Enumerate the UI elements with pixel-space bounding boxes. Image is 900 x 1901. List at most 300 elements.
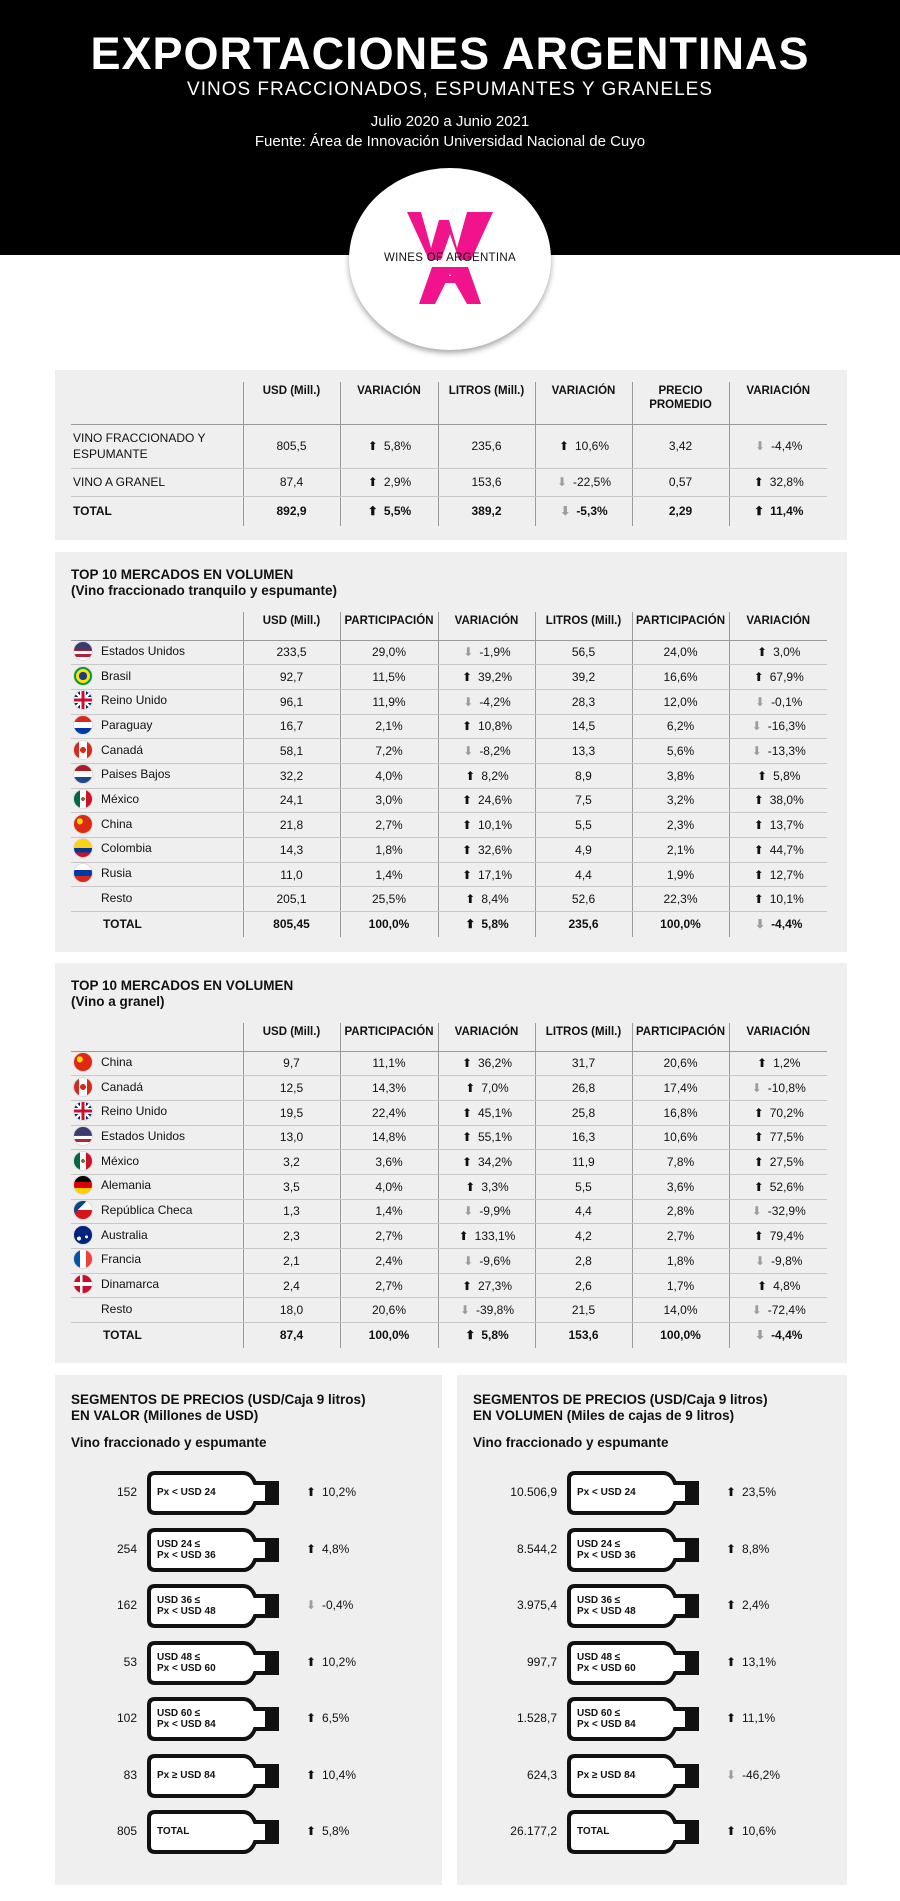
country-cell — [71, 763, 243, 788]
variation-value: 5,8% — [383, 439, 412, 453]
country-name: Dinamarca — [101, 1277, 160, 1292]
summary-total-row — [71, 496, 827, 526]
arrow-up-icon: ⬆ — [753, 1105, 764, 1120]
table-row — [71, 1051, 827, 1076]
participacion-cell: 14,3% — [340, 1076, 438, 1101]
country — [73, 764, 170, 784]
litros-cell: 5,5 — [535, 813, 632, 838]
variation-cell — [729, 1051, 827, 1076]
usd-cell: 3,5 — [243, 1174, 340, 1199]
br-flag-icon — [73, 666, 93, 686]
variation-cell — [438, 813, 535, 838]
arrow-up-icon: ⬆ — [753, 1130, 764, 1145]
litros-cell: 235,6 — [535, 912, 632, 937]
price-segment-row — [55, 1641, 442, 1685]
participacion-cell: 1,8% — [632, 1249, 729, 1274]
country-name: Reino Unido — [101, 1104, 168, 1119]
variation-value: -9,8% — [771, 1253, 803, 1268]
country — [73, 1299, 132, 1319]
variation-value: 52,6% — [769, 1179, 804, 1194]
price-segment-row — [55, 1754, 442, 1798]
variation-value: -0,1% — [771, 694, 803, 709]
segment-value: 1.528,7 — [516, 1711, 557, 1725]
granel-table — [71, 1023, 827, 1348]
variation-value: 32,8% — [769, 475, 804, 489]
variation-value: 45,1% — [477, 1105, 513, 1120]
litros-cell: 8,9 — [535, 763, 632, 788]
segment-label-line: TOTAL — [157, 1826, 190, 1837]
variation-value: 17,1% — [477, 867, 513, 882]
litros-cell: 13,3 — [535, 739, 632, 764]
table-header-part: PARTICIPACIÓN — [340, 612, 438, 640]
country-cell — [71, 1174, 243, 1199]
participacion-cell: 11,5% — [340, 665, 438, 690]
summary-header-var: VARIACIÓN — [535, 382, 632, 424]
participacion-cell: 2,8% — [632, 1199, 729, 1224]
wines-of-argentina-logo — [349, 168, 551, 350]
variation-cell — [438, 1249, 535, 1274]
country — [73, 1126, 185, 1146]
summary-header-usd: USD (Mill.) — [243, 382, 340, 424]
arrow-up-icon: ⬆ — [753, 1155, 764, 1170]
arrow-down-icon: ⬇ — [755, 694, 766, 709]
table-row — [71, 714, 827, 739]
arrow-down-icon: ⬇ — [463, 645, 474, 660]
variation-cell — [438, 1323, 535, 1348]
participacion-cell: 3,6% — [340, 1150, 438, 1175]
usd-cell: 11,0 — [243, 862, 340, 887]
source-note: Fuente: Área de Innovación Universidad Nacional de Cuyo — [254, 133, 646, 150]
table-row — [71, 838, 827, 863]
uk-flag-icon — [73, 1101, 93, 1121]
variation-cell — [729, 1199, 827, 1224]
dk-flag-icon — [73, 1274, 93, 1294]
litros-cell: 2,8 — [535, 1249, 632, 1274]
variation-cell — [535, 424, 632, 468]
total-row — [71, 1323, 827, 1348]
variation-value: 12,7% — [769, 867, 804, 882]
variation-cell — [438, 763, 535, 788]
country-cell — [71, 1076, 243, 1101]
price-segment-row — [457, 1528, 847, 1572]
total-label — [71, 912, 243, 937]
table-header-blank — [71, 1023, 243, 1051]
mx-flag-icon — [73, 1151, 93, 1171]
segment-change-value: 8,8% — [742, 1541, 770, 1556]
variation-cell — [438, 1076, 535, 1101]
litros-cell: 7,5 — [535, 788, 632, 813]
variation-cell — [438, 1174, 535, 1199]
segment-change — [725, 1711, 775, 1725]
variation-cell — [729, 689, 827, 714]
arrow-down-icon: ⬇ — [725, 1767, 737, 1782]
participacion-cell: 20,6% — [632, 1051, 729, 1076]
variation-cell — [340, 424, 438, 468]
participacion-cell: 100,0% — [632, 1323, 729, 1348]
variation-value: 70,2% — [769, 1105, 804, 1120]
table-header-var: VARIACIÓN — [438, 612, 535, 640]
segmentos-valor-title-2: EN VALOR (Millones de USD) — [71, 1408, 259, 1423]
usd-cell: 87,4 — [243, 1323, 340, 1348]
participacion-cell: 6,2% — [632, 714, 729, 739]
arrow-up-icon: ⬆ — [753, 842, 764, 857]
price-segment-row — [55, 1528, 442, 1572]
granel-title: TOP 10 MERCADOS EN VOLUMEN — [71, 978, 294, 993]
segment-change — [305, 1768, 356, 1782]
participacion-cell: 3,8% — [632, 763, 729, 788]
usd-cell: 3,2 — [243, 1150, 340, 1175]
participacion-cell: 100,0% — [340, 912, 438, 937]
variation-cell — [729, 1249, 827, 1274]
fraccionado-table — [71, 612, 827, 937]
variation-cell — [438, 714, 535, 739]
litros-cell: 235,6 — [438, 424, 535, 468]
segment-label-line: USD 36 ≤ — [577, 1595, 621, 1606]
nl-flag-icon — [73, 764, 93, 784]
variation-value: 38,0% — [769, 793, 804, 808]
variation-cell — [729, 665, 827, 690]
summary-header-blank — [71, 382, 243, 424]
ca-flag-icon — [73, 1077, 93, 1097]
arrow-up-icon: ⬆ — [305, 1824, 317, 1838]
table-row — [71, 1249, 827, 1274]
segment-change — [305, 1655, 356, 1669]
litros-cell: 4,9 — [535, 838, 632, 863]
variation-value: -22,5% — [572, 475, 612, 489]
arrow-up-icon: ⬆ — [754, 504, 765, 519]
table-row — [71, 665, 827, 690]
summary-header-precio: PRECIO PROMEDIO — [632, 382, 729, 424]
variation-cell — [438, 1273, 535, 1298]
variation-value: 1,2% — [773, 1056, 801, 1071]
country — [73, 1200, 192, 1220]
fraccionado-title: TOP 10 MERCADOS EN VOLUMEN — [71, 567, 294, 582]
table-header-var: VARIACIÓN — [729, 1023, 827, 1051]
participacion-cell: 2,7% — [340, 1224, 438, 1249]
participacion-cell: 2,1% — [632, 838, 729, 863]
row-label: VINO A GRANEL — [71, 468, 243, 496]
participacion-cell: 1,9% — [632, 862, 729, 887]
segment-change-value: 2,4% — [742, 1598, 770, 1612]
precio-cell: 2,29 — [632, 496, 729, 526]
segment-value: 254 — [116, 1541, 137, 1556]
litros-cell: 4,4 — [535, 1199, 632, 1224]
table-row — [71, 1125, 827, 1150]
arrow-up-icon: ⬆ — [461, 867, 473, 882]
segment-change-value: 4,8% — [322, 1541, 350, 1556]
arrow-up-icon: ⬆ — [465, 1081, 476, 1096]
country-name: República Checa — [101, 1202, 193, 1217]
variation-value: 5,8% — [481, 917, 509, 932]
variation-cell — [729, 1174, 827, 1199]
summary-body — [71, 424, 827, 526]
variation-cell — [535, 496, 632, 526]
table-row — [71, 739, 827, 764]
variation-cell — [535, 468, 632, 496]
participacion-cell: 4,0% — [340, 763, 438, 788]
segment-label — [157, 1770, 215, 1781]
usd-cell: 58,1 — [243, 739, 340, 764]
variation-value: -1,9% — [479, 645, 511, 660]
price-segment-row — [55, 1584, 442, 1628]
segment-label-line: USD 48 ≤ — [577, 1651, 621, 1663]
arrow-down-icon: ⬇ — [751, 1303, 762, 1318]
arrow-up-icon: ⬆ — [753, 892, 764, 907]
variation-cell — [438, 887, 535, 912]
variation-cell — [438, 689, 535, 714]
segment-value: 83 — [123, 1767, 137, 1782]
table-row — [71, 1298, 827, 1323]
table-header-part: PARTICIPACIÓN — [632, 612, 729, 640]
country-cell — [71, 1125, 243, 1150]
arrow-down-icon: ⬇ — [755, 1253, 766, 1268]
segment-label — [577, 1595, 636, 1617]
usd-cell: 21,8 — [243, 813, 340, 838]
segment-label-line: Px ≥ USD 84 — [577, 1769, 636, 1781]
usd-cell: 9,7 — [243, 1051, 340, 1076]
country-name: Estados Unidos — [101, 1128, 186, 1143]
segment-label — [577, 1652, 636, 1674]
country — [73, 888, 132, 908]
country — [73, 1175, 151, 1195]
country — [73, 1077, 143, 1097]
arrow-down-icon: ⬇ — [751, 1081, 762, 1096]
arrow-up-icon: ⬆ — [367, 439, 378, 453]
litros-cell: 16,3 — [535, 1125, 632, 1150]
price-segment-row — [457, 1754, 847, 1798]
segment-label-line: USD 60 ≤ — [577, 1708, 621, 1719]
de-flag-icon — [73, 1175, 93, 1195]
segment-label — [157, 1708, 216, 1730]
segment-label-line: Px < USD 36 — [157, 1549, 216, 1561]
variation-value: 5,8% — [773, 768, 801, 783]
segment-change-value: 11,1% — [742, 1711, 776, 1725]
segment-change — [725, 1485, 776, 1499]
country-name: China — [101, 816, 133, 831]
arrow-up-icon: ⬆ — [461, 1155, 473, 1170]
segment-change-value: 23,5% — [742, 1485, 777, 1499]
litros-cell: 52,6 — [535, 887, 632, 912]
country — [73, 1249, 141, 1269]
segment-change-value: -0,4% — [322, 1598, 354, 1612]
arrow-up-icon: ⬆ — [465, 892, 476, 907]
cz-flag-icon — [73, 1200, 93, 1220]
country-name: Paises Bajos — [101, 767, 171, 782]
segment-value: 3.975,4 — [516, 1598, 557, 1612]
litros-cell: 11,9 — [535, 1150, 632, 1175]
variation-value: 34,2% — [477, 1155, 513, 1170]
precio-cell: 3,42 — [632, 424, 729, 468]
participacion-cell: 4,0% — [340, 1174, 438, 1199]
cn-flag-icon — [73, 1052, 93, 1072]
variation-value: 8,4% — [481, 892, 509, 907]
segment-change — [725, 1655, 776, 1669]
variation-cell — [729, 1125, 827, 1150]
participacion-cell: 25,5% — [340, 887, 438, 912]
total-label — [71, 1323, 243, 1348]
variation-cell — [729, 887, 827, 912]
variation-value: -4,2% — [479, 694, 511, 709]
table-row — [71, 1174, 827, 1199]
segment-label-line: Px < USD 48 — [577, 1606, 636, 1617]
country-cell — [71, 1249, 243, 1274]
participacion-cell: 22,4% — [340, 1100, 438, 1125]
country — [73, 1101, 167, 1121]
segment-label-line: Px < USD 36 — [577, 1549, 636, 1561]
arrow-up-icon: ⬆ — [725, 1598, 737, 1612]
country-name: Paraguay — [101, 717, 153, 732]
arrow-up-icon: ⬆ — [305, 1485, 317, 1499]
participacion-cell: 29,0% — [340, 640, 438, 665]
table-row — [71, 1199, 827, 1224]
litros-cell: 5,5 — [535, 1174, 632, 1199]
arrow-up-icon: ⬆ — [367, 475, 378, 489]
country-cell — [71, 887, 243, 912]
arrow-down-icon: ⬇ — [755, 1328, 766, 1343]
variation-cell — [438, 912, 535, 937]
segment-label-line: Px ≥ USD 84 — [157, 1769, 216, 1781]
cn-flag-icon — [73, 814, 93, 834]
variation-value: -8,2% — [479, 744, 511, 759]
country — [73, 789, 139, 809]
variation-value: -4,4% — [771, 1328, 803, 1343]
arrow-up-icon: ⬆ — [753, 475, 764, 489]
variation-cell — [729, 714, 827, 739]
usd-cell: 19,5 — [243, 1100, 340, 1125]
variation-value: 79,4% — [769, 1229, 804, 1244]
participacion-cell: 2,7% — [340, 813, 438, 838]
segment-value: 162 — [116, 1598, 137, 1612]
participacion-cell: 22,3% — [632, 887, 729, 912]
arrow-up-icon: ⬆ — [753, 1229, 764, 1244]
country — [73, 690, 167, 710]
segment-value: 10.506,9 — [510, 1485, 557, 1499]
usd-cell: 205,1 — [243, 887, 340, 912]
segmentos-volumen-subtitle: Vino fraccionado y espumante — [473, 1435, 669, 1450]
segment-change — [725, 1542, 769, 1556]
participacion-cell: 11,9% — [340, 689, 438, 714]
table-row — [71, 424, 827, 468]
segment-change — [725, 1598, 769, 1612]
arrow-down-icon: ⬇ — [751, 744, 762, 759]
variation-value: -16,3% — [767, 719, 806, 734]
usd-cell: 892,9 — [243, 496, 340, 526]
country-cell — [71, 838, 243, 863]
country — [73, 740, 143, 760]
country-name: Brasil — [101, 668, 132, 683]
country-name: Alemania — [101, 1178, 152, 1193]
segment-value: 26.177,2 — [510, 1824, 557, 1838]
litros-cell: 153,6 — [535, 1323, 632, 1348]
variation-cell — [729, 1323, 827, 1348]
segment-change-value: 5,8% — [322, 1824, 350, 1838]
litros-cell: 14,5 — [535, 714, 632, 739]
segment-change — [305, 1542, 349, 1556]
participacion-cell: 10,6% — [632, 1125, 729, 1150]
variation-value: -32,9% — [767, 1204, 806, 1219]
participacion-cell: 2,7% — [632, 1224, 729, 1249]
arrow-down-icon: ⬇ — [463, 1253, 474, 1268]
variation-cell — [729, 468, 827, 496]
country-name: Estados Unidos — [101, 643, 186, 658]
variation-cell — [729, 1224, 827, 1249]
usd-cell: 2,1 — [243, 1249, 340, 1274]
usd-cell: 16,7 — [243, 714, 340, 739]
variation-cell — [340, 496, 438, 526]
price-segment-row — [457, 1471, 847, 1515]
arrow-up-icon: ⬆ — [458, 1229, 469, 1244]
variation-value: 3,3% — [481, 1179, 509, 1194]
price-segment-row — [457, 1641, 847, 1685]
variation-value: 8,2% — [481, 768, 509, 783]
row-label: TOTAL — [73, 504, 112, 519]
litros-cell: 4,4 — [535, 862, 632, 887]
arrow-down-icon: ⬇ — [459, 1303, 471, 1318]
arrow-up-icon: ⬆ — [461, 842, 473, 857]
segment-label — [577, 1826, 609, 1837]
arrow-up-icon: ⬆ — [461, 1056, 473, 1071]
country-cell — [71, 665, 243, 690]
variation-value: 27,3% — [477, 1278, 513, 1293]
table-row — [71, 1076, 827, 1101]
arrow-up-icon: ⬆ — [461, 1130, 473, 1145]
us-flag-icon — [73, 641, 93, 661]
variation-value: -9,6% — [479, 1253, 511, 1268]
country-cell — [71, 788, 243, 813]
segment-label — [577, 1708, 636, 1730]
arrow-down-icon: ⬇ — [751, 1204, 762, 1219]
segment-value: 152 — [116, 1485, 137, 1499]
summary-table — [71, 382, 827, 526]
segment-change — [305, 1711, 349, 1725]
participacion-cell: 2,1% — [340, 714, 438, 739]
segmentos-valor-subtitle: Vino fraccionado y espumante — [71, 1435, 267, 1450]
arrow-up-icon: ⬆ — [465, 768, 476, 783]
segment-label — [577, 1487, 636, 1498]
country-cell — [71, 1199, 243, 1224]
country — [73, 666, 131, 686]
arrow-down-icon: ⬇ — [755, 917, 766, 932]
price-segment-row — [55, 1697, 442, 1741]
participacion-cell: 1,4% — [340, 1199, 438, 1224]
segment-value: 624,3 — [526, 1767, 557, 1782]
participacion-cell: 3,2% — [632, 788, 729, 813]
total-label-text: TOTAL — [103, 1328, 142, 1343]
country — [73, 1052, 132, 1072]
variation-cell — [438, 1199, 535, 1224]
country-name: México — [101, 791, 140, 806]
participacion-cell: 20,6% — [340, 1298, 438, 1323]
variation-cell — [729, 739, 827, 764]
segment-label-line: USD 48 ≤ — [157, 1651, 201, 1663]
variation-value: 55,1% — [477, 1130, 513, 1145]
variation-cell — [729, 862, 827, 887]
segment-label-line: USD 36 ≤ — [157, 1595, 201, 1606]
uk-flag-icon — [73, 690, 93, 710]
segment-change-value: 10,6% — [742, 1824, 777, 1838]
participacion-cell: 2,7% — [340, 1273, 438, 1298]
country — [73, 641, 185, 661]
segment-value: 102 — [116, 1711, 137, 1725]
variation-value: 27,5% — [769, 1155, 804, 1170]
participacion-cell: 1,4% — [340, 862, 438, 887]
arrow-down-icon: ⬇ — [560, 504, 571, 519]
table-row — [71, 689, 827, 714]
variation-cell — [729, 1298, 827, 1323]
fraccionado-subtitle: (Vino fraccionado tranquilo y espumante) — [71, 583, 338, 598]
arrow-up-icon: ⬆ — [753, 793, 764, 808]
participacion-cell: 7,8% — [632, 1150, 729, 1175]
